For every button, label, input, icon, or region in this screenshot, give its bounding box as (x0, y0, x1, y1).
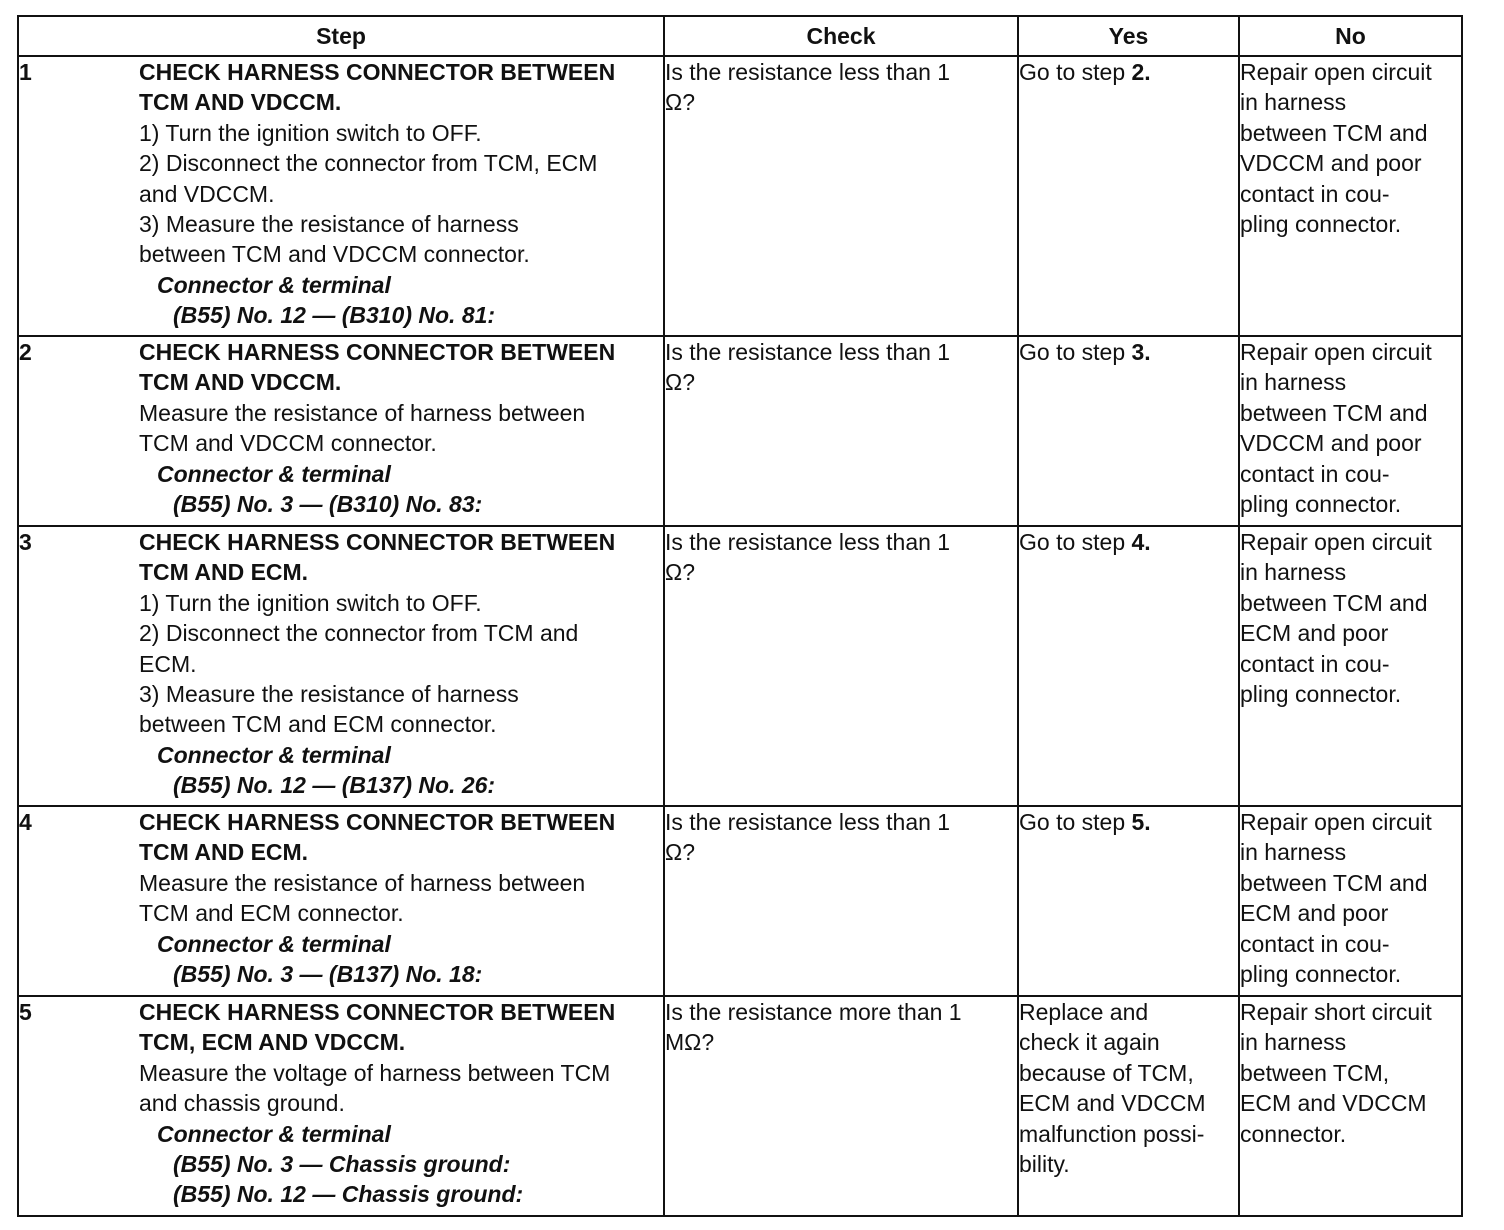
no-line: ECM and VDCCM (1240, 1090, 1427, 1117)
no-line: Repair open circuit (1240, 529, 1432, 555)
yes-line (1019, 807, 1238, 837)
yes-step-number: 2. (1131, 59, 1151, 85)
step-number: 4 (19, 809, 32, 835)
no-cell (1239, 526, 1462, 806)
connector-terminal-label: Connector & terminal (157, 930, 391, 957)
step-cell (18, 56, 664, 336)
check-cell (664, 996, 1018, 1216)
no-cell (1239, 806, 1462, 996)
check-line: Is the resistance less than 1 (665, 529, 951, 555)
no-line: pling connector. (1240, 491, 1402, 518)
step-cell (18, 996, 664, 1216)
step-instruction-line: ECM. (139, 650, 197, 677)
no-line: between TCM and (1240, 399, 1428, 426)
yes-prefix: Go to step (1019, 59, 1132, 85)
table-header-row (18, 16, 1462, 56)
no-line: pling connector. (1240, 211, 1402, 238)
table-row (18, 526, 1462, 806)
no-line: in harness (1240, 839, 1347, 866)
table-row (18, 806, 1462, 996)
diagnostic-table (17, 15, 1463, 1217)
step-title-line: TCM AND VDCCM. (139, 369, 342, 396)
yes-line: bility. (1019, 1151, 1070, 1178)
no-line: ECM and poor (1240, 620, 1389, 647)
connector-terminal-label: Connector & terminal (157, 1120, 391, 1147)
no-cell (1239, 336, 1462, 526)
yes-cell (1018, 56, 1239, 336)
step-instruction-line: 1) Turn the ignition switch to OFF. (139, 119, 482, 146)
yes-line (1019, 527, 1238, 557)
step-body (139, 807, 663, 989)
table-row (18, 996, 1462, 1216)
step-number: 2 (19, 339, 32, 365)
step-instruction-line: Measure the voltage of harness between TCM (139, 1059, 611, 1086)
check-cell (664, 56, 1018, 336)
no-line: Repair short circuit (1240, 999, 1432, 1025)
yes-step-number: 5. (1131, 809, 1151, 835)
yes-line (1019, 57, 1238, 87)
no-line: VDCCM and poor (1240, 150, 1422, 177)
step-instruction-line: and VDCCM. (139, 180, 275, 207)
no-cell (1239, 56, 1462, 336)
check-line: Is the resistance more than 1 (665, 999, 962, 1025)
check-line: Ω? (665, 89, 695, 116)
no-line: between TCM, (1240, 1059, 1390, 1086)
table-row (18, 56, 1462, 336)
no-line: pling connector. (1240, 681, 1402, 708)
step-instruction-line: 3) Measure the resistance of harness (139, 211, 519, 238)
no-line: pling connector. (1240, 961, 1402, 988)
step-title-line: CHECK HARNESS CONNECTOR BETWEEN (139, 809, 616, 835)
no-line: Repair open circuit (1240, 339, 1432, 365)
step-instruction-line: 2) Disconnect the connector from TCM and (139, 620, 579, 647)
step-cell (18, 526, 664, 806)
header-step: Step (18, 16, 664, 56)
header-check: Check (664, 16, 1018, 56)
step-wrap (19, 997, 663, 1210)
step-body (139, 57, 663, 331)
connector-terminal-label: Connector & terminal (157, 271, 391, 298)
yes-line: Replace and (1019, 999, 1149, 1025)
step-instruction-line: Measure the resistance of harness between (139, 399, 586, 426)
step-instruction-line: TCM and ECM connector. (139, 900, 404, 927)
no-line: Repair open circuit (1240, 809, 1432, 835)
no-line: between TCM and (1240, 869, 1428, 896)
no-line: contact in cou- (1240, 650, 1390, 677)
step-title-line: TCM AND ECM. (139, 839, 309, 866)
connector-terminal-spec: (B55) No. 12 — Chassis ground: (173, 1181, 524, 1208)
yes-prefix: Go to step (1019, 529, 1132, 555)
yes-cell (1018, 526, 1239, 806)
no-cell (1239, 996, 1462, 1216)
step-title-line: CHECK HARNESS CONNECTOR BETWEEN (139, 529, 616, 555)
step-instruction-line: and chassis ground. (139, 1090, 345, 1117)
no-line: between TCM and (1240, 589, 1428, 616)
no-line: contact in cou- (1240, 180, 1390, 207)
no-line: connector. (1240, 1120, 1347, 1147)
step-number: 3 (19, 529, 32, 555)
step-wrap (19, 527, 663, 801)
step-body (139, 337, 663, 519)
yes-line: check it again (1019, 1029, 1160, 1056)
check-line: Ω? (665, 369, 695, 396)
step-instruction-line: 2) Disconnect the connector from TCM, ECM (139, 150, 598, 177)
connector-terminal-spec: (B55) No. 3 — (B310) No. 83: (173, 491, 483, 518)
step-instruction-line: between TCM and ECM connector. (139, 711, 497, 738)
connector-terminal-spec: (B55) No. 3 — (B137) No. 18: (173, 961, 483, 988)
no-line: in harness (1240, 1029, 1347, 1056)
connector-terminal-spec: (B55) No. 12 — (B310) No. 81: (173, 302, 496, 329)
check-line: Is the resistance less than 1 (665, 339, 951, 365)
yes-cell (1018, 806, 1239, 996)
no-line: contact in cou- (1240, 460, 1390, 487)
no-line: between TCM and (1240, 119, 1428, 146)
step-title-line: TCM, ECM AND VDCCM. (139, 1029, 406, 1056)
step-title-line: CHECK HARNESS CONNECTOR BETWEEN (139, 59, 616, 85)
yes-step-number: 3. (1131, 339, 1151, 365)
yes-line (1019, 337, 1238, 367)
step-instruction-line: 1) Turn the ignition switch to OFF. (139, 589, 482, 616)
yes-cell (1018, 336, 1239, 526)
yes-prefix: Go to step (1019, 809, 1132, 835)
step-title-line: CHECK HARNESS CONNECTOR BETWEEN (139, 999, 616, 1025)
no-line: in harness (1240, 89, 1347, 116)
check-line: Is the resistance less than 1 (665, 59, 951, 85)
step-wrap (19, 57, 663, 331)
yes-prefix: Go to step (1019, 339, 1132, 365)
step-instruction-line: Measure the resistance of harness between (139, 869, 586, 896)
check-cell (664, 336, 1018, 526)
no-line: in harness (1240, 369, 1347, 396)
step-number: 5 (19, 999, 32, 1025)
step-instruction-line: 3) Measure the resistance of harness (139, 681, 519, 708)
step-body (139, 997, 663, 1210)
yes-line: ECM and VDCCM (1019, 1090, 1206, 1117)
yes-line: malfunction possi- (1019, 1120, 1205, 1147)
connector-terminal-label: Connector & terminal (157, 741, 391, 768)
no-line: contact in cou- (1240, 930, 1390, 957)
step-cell (18, 806, 664, 996)
step-wrap (19, 807, 663, 989)
connector-terminal-spec: (B55) No. 3 — Chassis ground: (173, 1151, 511, 1178)
step-title-line: TCM AND ECM. (139, 559, 309, 586)
step-wrap (19, 337, 663, 519)
check-line: Ω? (665, 839, 695, 866)
connector-terminal-spec: (B55) No. 12 — (B137) No. 26: (173, 772, 496, 799)
header-yes: Yes (1018, 16, 1239, 56)
step-title-line: CHECK HARNESS CONNECTOR BETWEEN (139, 339, 616, 365)
check-cell (664, 526, 1018, 806)
yes-step-number: 4. (1131, 529, 1151, 555)
no-line: Repair open circuit (1240, 59, 1432, 85)
connector-terminal-label: Connector & terminal (157, 460, 391, 487)
step-cell (18, 336, 664, 526)
check-line: MΩ? (665, 1029, 715, 1056)
check-line: Ω? (665, 559, 695, 586)
header-no: No (1239, 16, 1462, 56)
no-line: VDCCM and poor (1240, 430, 1422, 457)
check-cell (664, 806, 1018, 996)
step-instruction-line: TCM and VDCCM connector. (139, 430, 437, 457)
yes-line: because of TCM, (1019, 1059, 1194, 1086)
step-instruction-line: between TCM and VDCCM connector. (139, 241, 530, 268)
check-line: Is the resistance less than 1 (665, 809, 951, 835)
step-number: 1 (19, 59, 32, 85)
table-row (18, 336, 1462, 526)
table-body (18, 56, 1462, 1216)
step-body (139, 527, 663, 801)
yes-cell (1018, 996, 1239, 1216)
no-line: ECM and poor (1240, 900, 1389, 927)
no-line: in harness (1240, 559, 1347, 586)
step-title-line: TCM AND VDCCM. (139, 89, 342, 116)
